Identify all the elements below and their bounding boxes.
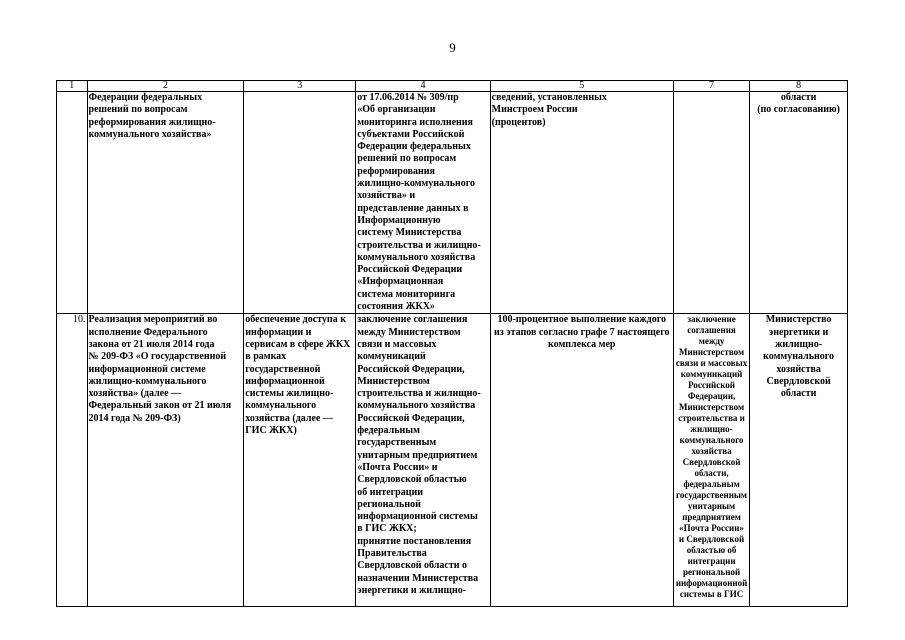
measure-responsible: Министерство энергетики и жилищно- коммунального хозяйства Свердловской области — [750, 314, 848, 607]
table-row — [57, 92, 848, 314]
table-header-row — [57, 81, 848, 92]
measure-indicator: 100-процентное выполнение каждого из этапов согласно графе 7 настоящего комплекса мер — [490, 314, 673, 607]
measure-name: Федерации федеральных решений по вопросам реформирования жилищно- коммунального хозяйства» — [87, 92, 244, 314]
table-row — [57, 314, 848, 607]
row-number — [57, 92, 88, 314]
header-cell: 2 — [87, 81, 244, 92]
measures-table — [56, 80, 848, 607]
row-number: 10. — [57, 314, 88, 607]
measure-actions: заключение соглашения между Министерством связи и массовых коммуникаций Российской Федерации, Министерством строительства и жилищно- коммунального хозяйства Российской Федерации, федеральным государственным унитарным предприятием «Почта России» и Свердловской областью об интеграции региональной информационной системы в ГИС ЖКХ; принятие постановления Правительства Свердловской области о назначении Министерства энергетики и жилищно- — [356, 314, 490, 607]
header-cell: 1 — [57, 81, 88, 92]
header-cell: 7 — [673, 81, 749, 92]
header-cell: 8 — [750, 81, 848, 92]
measure-indicator: сведений, установленных Минстроем России (процентов) — [490, 92, 673, 314]
header-cell: 4 — [356, 81, 490, 92]
measure-responsible: области (по согласованию) — [750, 92, 848, 314]
header-cell: 3 — [244, 81, 356, 92]
measure-name: Реализация мероприятий во исполнение Федерального закона от 21 июля 2014 года № 209-ФЗ «О государственной информационной системе жилищно-коммунального хозяйства» (далее — Федеральный закон от 21 июля 2014 года № 209-ФЗ) — [87, 314, 244, 607]
page-number: 9 — [449, 40, 456, 55]
header-cell: 5 — [490, 81, 673, 92]
measure-goal — [244, 92, 356, 314]
measure-stages — [673, 92, 749, 314]
measure-goal: обеспечение доступа к информации и сервисам в сфере ЖКХ в рамках государственной информационной системы жилищно- коммунального хозяйства (далее — ГИС ЖКХ) — [244, 314, 356, 607]
measure-stages: заключение соглашения между Министерством связи и массовых коммуникаций Российской Федерации, Министерством строительства и жилищно- коммунального хозяйства Свердловской области, федеральным государственным унитарным предприятием «Почта России» и Свердловской областью об интеграции региональной информационной системы в ГИС — [673, 314, 749, 607]
measure-actions: от 17.06.2014 № 309/пр «Об организации мониторинга исполнения субъектами Российской Федерации федеральных решений по вопросам реформирования жилищно-коммунального хозяйства» и представление данных в Информационную систему Министерства строительства и жилищно- коммунального хозяйства Российской Федерации «Информационная система мониторинга состояния ЖКХ» — [356, 92, 490, 314]
